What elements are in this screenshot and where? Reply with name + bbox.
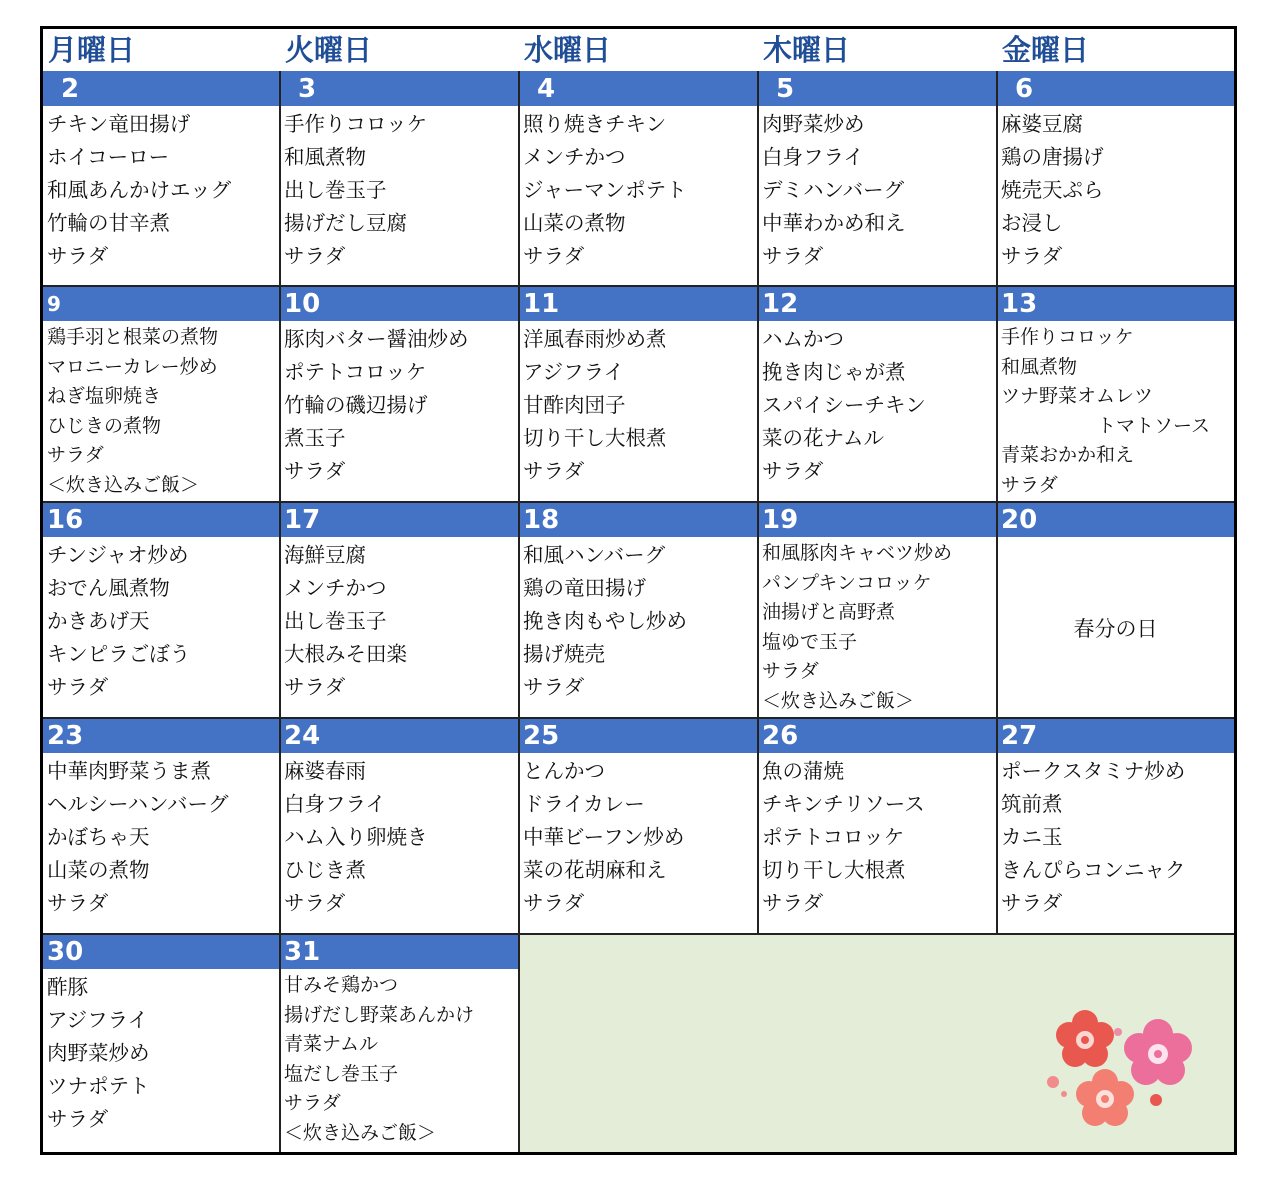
- grid-line: [518, 71, 520, 1152]
- weekday-header: [43, 29, 1234, 71]
- date-number: 10: [284, 289, 321, 319]
- menu-item: サラダ: [762, 660, 819, 682]
- menu-item: サラダ: [47, 675, 109, 699]
- menu-list: [1001, 755, 1232, 920]
- day-cell: [43, 934, 280, 1152]
- menu-list: [284, 108, 517, 273]
- menu-item: かきあげ天: [47, 609, 150, 633]
- grid-line: [43, 717, 1234, 719]
- weekday-label: 水曜日: [524, 33, 612, 67]
- menu-item: 手作りコロッケ: [1001, 326, 1134, 348]
- date-bar: [519, 718, 758, 753]
- date-bar: [43, 71, 280, 106]
- menu-item: とんかつ: [523, 759, 605, 783]
- date-number: 26: [762, 721, 799, 751]
- date-bar: [43, 718, 280, 753]
- menu-item: マロニーカレー炒め: [47, 355, 218, 378]
- menu-item: 油揚げと高野煮: [762, 601, 896, 623]
- day-cell: [280, 286, 519, 502]
- menu-item: 竹輪の磯辺揚げ: [284, 393, 428, 417]
- menu-item: 煮玉子: [284, 426, 346, 450]
- date-number: 23: [47, 721, 84, 751]
- day-cell: [280, 502, 519, 718]
- date-number: 4: [537, 74, 556, 104]
- menu-item: サラダ: [1001, 891, 1063, 915]
- day-cell: [997, 718, 1234, 934]
- menu-item: デミハンバーグ: [762, 178, 905, 202]
- menu-item: サラダ: [284, 244, 346, 268]
- menu-item: 筑前煮: [1001, 792, 1063, 816]
- menu-item: 山菜の煮物: [47, 858, 150, 882]
- menu-item: サラダ: [762, 459, 824, 483]
- menu-list: [1001, 108, 1232, 273]
- menu-item: 中華ビーフン炒め: [523, 825, 685, 849]
- menu-item: 鶏の竜田揚げ: [523, 576, 646, 600]
- day-cell: [997, 71, 1234, 286]
- menu-item: 鶏手羽と根菜の煮物: [47, 326, 219, 348]
- menu-item: 青菜ナムル: [284, 1033, 379, 1055]
- date-number: 11: [523, 289, 560, 319]
- menu-item: アジフライ: [523, 360, 625, 384]
- menu-item: サラダ: [284, 1092, 341, 1114]
- menu-item: 白身フライ: [762, 145, 864, 169]
- date-bar: [280, 934, 519, 969]
- grid-line: [43, 501, 1234, 503]
- menu-item: サラダ: [523, 244, 585, 268]
- plum-blossom-icon: [1040, 1002, 1205, 1137]
- menu-item: 白身フライ: [284, 792, 386, 816]
- menu-item: ポークスタミナ炒め: [1001, 759, 1186, 783]
- menu-item: チキンチリソース: [762, 792, 925, 816]
- weekday-label: 月曜日: [48, 33, 136, 67]
- date-bar: [280, 71, 519, 106]
- date-number: 24: [284, 721, 321, 751]
- menu-list: [523, 323, 756, 488]
- menu-item: きんぴらコンニャク: [1001, 858, 1186, 882]
- menu-item: 竹輪の甘辛煮: [47, 211, 170, 235]
- date-number: 20: [1001, 505, 1038, 535]
- menu-item: サラダ: [1001, 473, 1058, 496]
- menu-item: サラダ: [284, 891, 346, 915]
- date-bar: [519, 71, 758, 106]
- menu-item: 出し巻玉子: [284, 178, 387, 202]
- menu-item: 洋風春雨炒め煮: [523, 327, 667, 351]
- menu-item: 肉野菜炒め: [47, 1041, 150, 1065]
- menu-item: 手作りコロッケ: [284, 112, 428, 136]
- weekday-label: 金曜日: [1002, 33, 1090, 67]
- menu-item: かぼちゃ天: [47, 825, 150, 849]
- date-number: 2: [61, 74, 80, 104]
- menu-item: 出し巻玉子: [284, 609, 387, 633]
- menu-item: 和風煮物: [1001, 355, 1078, 378]
- menu-list: [523, 539, 756, 704]
- menu-item: ポテトコロッケ: [762, 825, 905, 849]
- day-cell: [43, 718, 280, 934]
- menu-item: サラダ: [284, 459, 346, 483]
- menu-list: [284, 971, 517, 1148]
- menu-item: ジャーマンポテト: [523, 178, 687, 202]
- menu-item: サラダ: [762, 244, 824, 268]
- menu-item: サラダ: [523, 459, 585, 483]
- menu-item: 麻婆豆腐: [1001, 112, 1083, 136]
- menu-item: メンチかつ: [523, 145, 626, 169]
- menu-item: ハム入り卵焼き: [284, 825, 428, 849]
- menu-item: キンピラごぼう: [47, 642, 191, 666]
- menu-item: ツナポテト: [47, 1074, 150, 1098]
- weekday-label: 木曜日: [763, 33, 851, 67]
- day-cell: [519, 71, 758, 286]
- date-bar: [997, 286, 1234, 321]
- menu-list: [523, 755, 756, 920]
- menu-list: [47, 971, 278, 1136]
- day-cell: [280, 71, 519, 286]
- day-cell: [519, 718, 758, 934]
- menu-item: チンジャオ炒め: [47, 543, 189, 567]
- menu-item: 菜の花ナムル: [762, 426, 884, 450]
- menu-item: 中華肉野菜うま煮: [47, 759, 211, 783]
- menu-item: 和風ハンバーグ: [523, 543, 666, 567]
- day-cell: [280, 718, 519, 934]
- date-number: 5: [776, 74, 795, 104]
- menu-item: 揚げだし豆腐: [284, 211, 407, 235]
- menu-item: お浸し: [1001, 211, 1063, 235]
- menu-list: [762, 539, 995, 716]
- menu-item: 塩ゆで玉子: [762, 630, 858, 653]
- menu-item: 揚げだし野菜あんかけ: [284, 1003, 475, 1026]
- menu-item: 照り焼きチキン: [523, 112, 667, 136]
- date-number: 9: [47, 292, 61, 316]
- menu-item: サラダ: [284, 675, 346, 699]
- menu-item: ひじきの煮物: [47, 414, 162, 437]
- menu-item: 切り干し大根煮: [523, 426, 667, 450]
- menu-item: チキン竜田揚げ: [47, 112, 191, 136]
- menu-item: 山菜の煮物: [523, 211, 626, 235]
- date-bar: [997, 71, 1234, 106]
- day-cell: [758, 286, 997, 502]
- menu-list: [47, 539, 278, 704]
- menu-item: 酢豚: [47, 975, 88, 999]
- menu-item: 甘みそ鶏かつ: [284, 974, 399, 996]
- date-number: 19: [762, 505, 799, 535]
- menu-item: ねぎ塩卵焼き: [47, 385, 162, 407]
- date-bar: [280, 502, 519, 537]
- menu-item: 中華わかめ和え: [762, 211, 906, 235]
- date-bar: [43, 502, 280, 537]
- menu-item: カニ玉: [1001, 825, 1063, 849]
- menu-item: 海鮮豆腐: [284, 543, 366, 567]
- date-number: 25: [523, 721, 560, 751]
- day-cell: [519, 502, 758, 718]
- menu-item: サラダ: [1001, 244, 1063, 268]
- date-bar: [997, 502, 1234, 537]
- menu-item: 挽き肉もやし炒め: [523, 609, 687, 633]
- menu-item: ＜炊き込みご飯＞: [284, 1121, 437, 1144]
- grid-line: [43, 285, 1234, 287]
- day-cell: [43, 286, 280, 502]
- menu-item: 青菜おかか和え: [1001, 444, 1135, 466]
- menu-item: 菜の花胡麻和え: [523, 858, 667, 882]
- date-bar: [43, 934, 280, 969]
- day-cell: [997, 502, 1234, 718]
- menu-item: 揚げ焼売: [523, 642, 605, 666]
- menu-item: 焼売天ぷら: [1001, 178, 1104, 202]
- menu-item: ＜炊き込みご飯＞: [47, 473, 200, 496]
- day-cell: [280, 934, 519, 1152]
- day-cell: [43, 71, 280, 286]
- menu-list: [284, 323, 517, 488]
- menu-item: サラダ: [47, 891, 109, 915]
- menu-list: [1001, 323, 1232, 500]
- holiday-label: 春分の日: [1073, 617, 1158, 641]
- menu-item: ポテトコロッケ: [284, 360, 427, 384]
- menu-item: ひじき煮: [284, 858, 366, 882]
- menu-list: [523, 108, 756, 273]
- date-bar: [519, 502, 758, 537]
- date-number: 6: [1015, 74, 1034, 104]
- grid-line: [43, 933, 1234, 935]
- menu-item: サラダ: [523, 675, 585, 699]
- date-number: 18: [523, 505, 560, 535]
- menu-item: サラダ: [47, 244, 109, 268]
- date-number: 17: [284, 505, 321, 535]
- menu-item: パンプキンコロッケ: [762, 571, 932, 594]
- menu-calendar: [40, 26, 1237, 1155]
- menu-list: [284, 539, 517, 704]
- menu-item: スパイシーチキン: [762, 393, 926, 417]
- date-bar: [997, 718, 1234, 753]
- menu-list: [762, 323, 995, 488]
- day-cell: [43, 502, 280, 718]
- day-cell: [758, 502, 997, 718]
- menu-item: サラダ: [47, 444, 104, 466]
- menu-list: [284, 755, 517, 920]
- date-bar: [758, 502, 997, 537]
- menu-list: [47, 108, 278, 273]
- menu-item: 魚の蒲焼: [762, 759, 844, 783]
- date-bar: [758, 718, 997, 753]
- date-bar: [280, 286, 519, 321]
- menu-item: ホイコーロー: [47, 145, 170, 169]
- menu-item: 肉野菜炒め: [762, 112, 865, 136]
- date-number: 12: [762, 289, 799, 319]
- menu-item: 和風あんかけエッグ: [47, 178, 232, 202]
- menu-item: メンチかつ: [284, 576, 387, 600]
- menu-item: 大根みそ田楽: [284, 642, 407, 666]
- menu-item: 豚肉バター醤油炒め: [284, 327, 469, 351]
- date-number: 16: [47, 505, 84, 535]
- weekday-label: 火曜日: [285, 33, 373, 67]
- menu-item: 挽き肉じゃが煮: [762, 360, 906, 384]
- day-cell: [758, 718, 997, 934]
- date-number: 31: [284, 937, 321, 967]
- day-cell: [758, 71, 997, 286]
- menu-item: ハムかつ: [762, 327, 844, 351]
- date-number: 27: [1001, 721, 1038, 751]
- menu-item: ドライカレー: [523, 792, 645, 816]
- date-number: 30: [47, 937, 84, 967]
- date-bar: [758, 71, 997, 106]
- menu-item: ＜炊き込みご飯＞: [762, 689, 915, 712]
- menu-list: [762, 755, 995, 920]
- menu-item: 和風豚肉キャベツ炒め: [762, 542, 953, 564]
- menu-item: おでん風煮物: [47, 576, 170, 600]
- menu-item: アジフライ: [47, 1008, 149, 1032]
- menu-list: [47, 323, 278, 500]
- menu-item: サラダ: [47, 1107, 109, 1131]
- date-bar: [758, 286, 997, 321]
- menu-item: ヘルシーハンバーグ: [47, 792, 229, 816]
- menu-item: 和風煮物: [284, 145, 366, 169]
- menu-item: トマトソース: [1097, 414, 1211, 437]
- menu-item: 甘酢肉団子: [523, 393, 626, 417]
- menu-item: 麻婆春雨: [284, 759, 366, 783]
- grid-line: [279, 71, 281, 1152]
- date-bar: [519, 286, 758, 321]
- date-number: 3: [298, 74, 317, 104]
- menu-list: [47, 755, 278, 920]
- menu-item: ツナ野菜オムレツ: [1001, 385, 1154, 407]
- date-bar: [43, 286, 280, 321]
- menu-item: サラダ: [762, 891, 824, 915]
- menu-item: 塩だし巻玉子: [284, 1062, 399, 1085]
- menu-item: サラダ: [523, 891, 585, 915]
- day-cell: [519, 286, 758, 502]
- date-bar: [280, 718, 519, 753]
- date-number: 13: [1001, 289, 1038, 319]
- menu-item: 切り干し大根煮: [762, 858, 906, 882]
- day-cell: [997, 286, 1234, 502]
- menu-list: [762, 108, 995, 273]
- menu-item: 鶏の唐揚げ: [1001, 145, 1104, 169]
